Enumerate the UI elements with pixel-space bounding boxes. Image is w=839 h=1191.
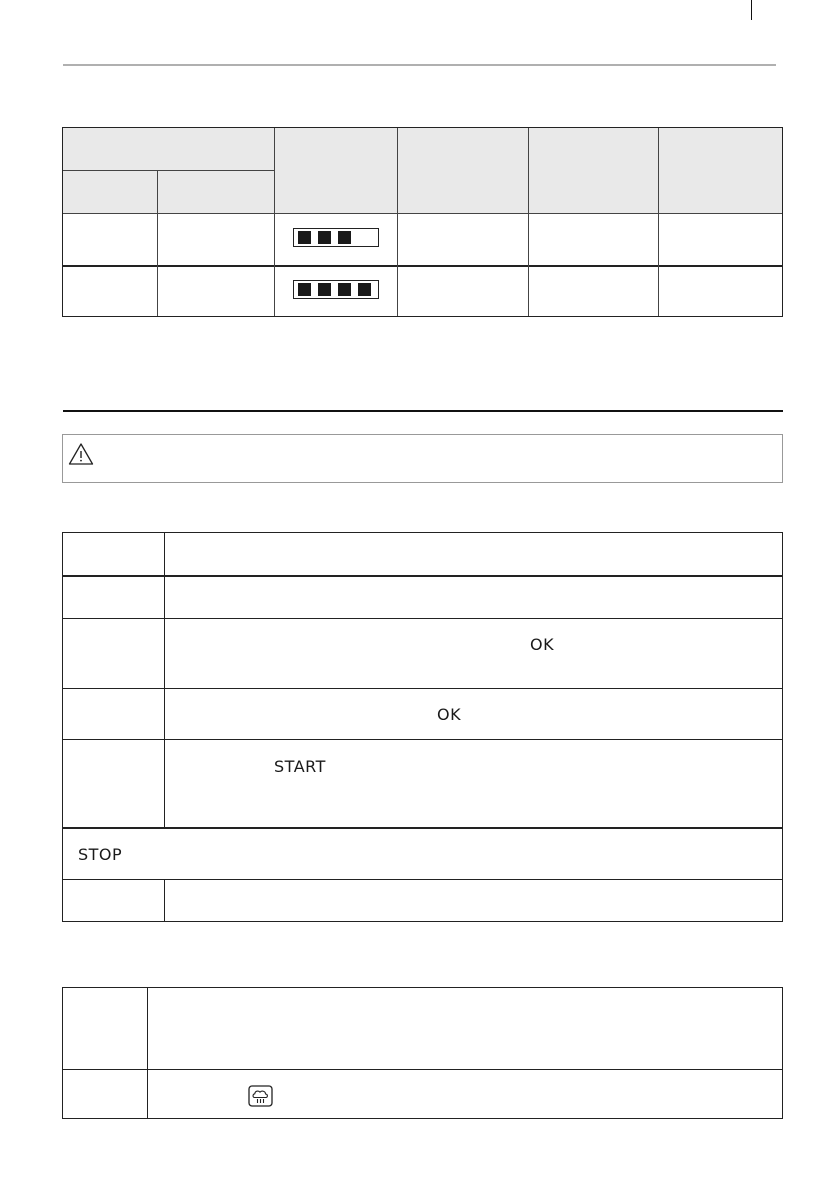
level-bar-segment [358, 283, 371, 296]
crop-mark [751, 0, 752, 20]
step-number-column-divider [164, 533, 165, 828]
level-bar-segment [298, 231, 311, 244]
steam-cloud-icon [248, 1085, 273, 1107]
row-divider [63, 265, 782, 267]
start-button-label: START [274, 757, 326, 776]
col-divider-2 [274, 128, 275, 316]
warning-box [62, 434, 783, 483]
row-divider [63, 688, 782, 689]
col-divider-4 [528, 128, 529, 316]
ok-button-label: OK [437, 705, 462, 724]
col-divider-1 [157, 170, 158, 316]
header-rule [63, 64, 776, 66]
level-bar-segment [338, 283, 351, 296]
header-subdivider [63, 170, 275, 171]
step-number-column-divider [164, 879, 165, 922]
row-divider [63, 879, 782, 880]
steps-table [62, 532, 783, 922]
col-divider-5 [658, 128, 659, 316]
ok-button-label: OK [530, 635, 555, 654]
col-divider-3 [397, 128, 398, 316]
column-divider [147, 988, 148, 1118]
row-divider [63, 827, 782, 829]
level-bar-segment [318, 231, 331, 244]
section-rule [63, 410, 783, 412]
settings-table [62, 127, 783, 317]
level-indicator-row2 [293, 280, 379, 299]
tips-table [62, 987, 783, 1119]
stop-button-label: STOP [78, 845, 123, 864]
level-bar-segment [318, 283, 331, 296]
level-bar-segment [298, 283, 311, 296]
row-divider [63, 739, 782, 740]
steps-header-border [63, 575, 782, 577]
row-divider [63, 1069, 782, 1070]
header-bottom-border [63, 213, 782, 214]
warning-triangle-icon [68, 442, 94, 466]
level-bar-segment [338, 231, 351, 244]
level-indicator-row1 [293, 228, 379, 247]
row-divider [63, 618, 782, 619]
table-header-background [63, 128, 782, 214]
